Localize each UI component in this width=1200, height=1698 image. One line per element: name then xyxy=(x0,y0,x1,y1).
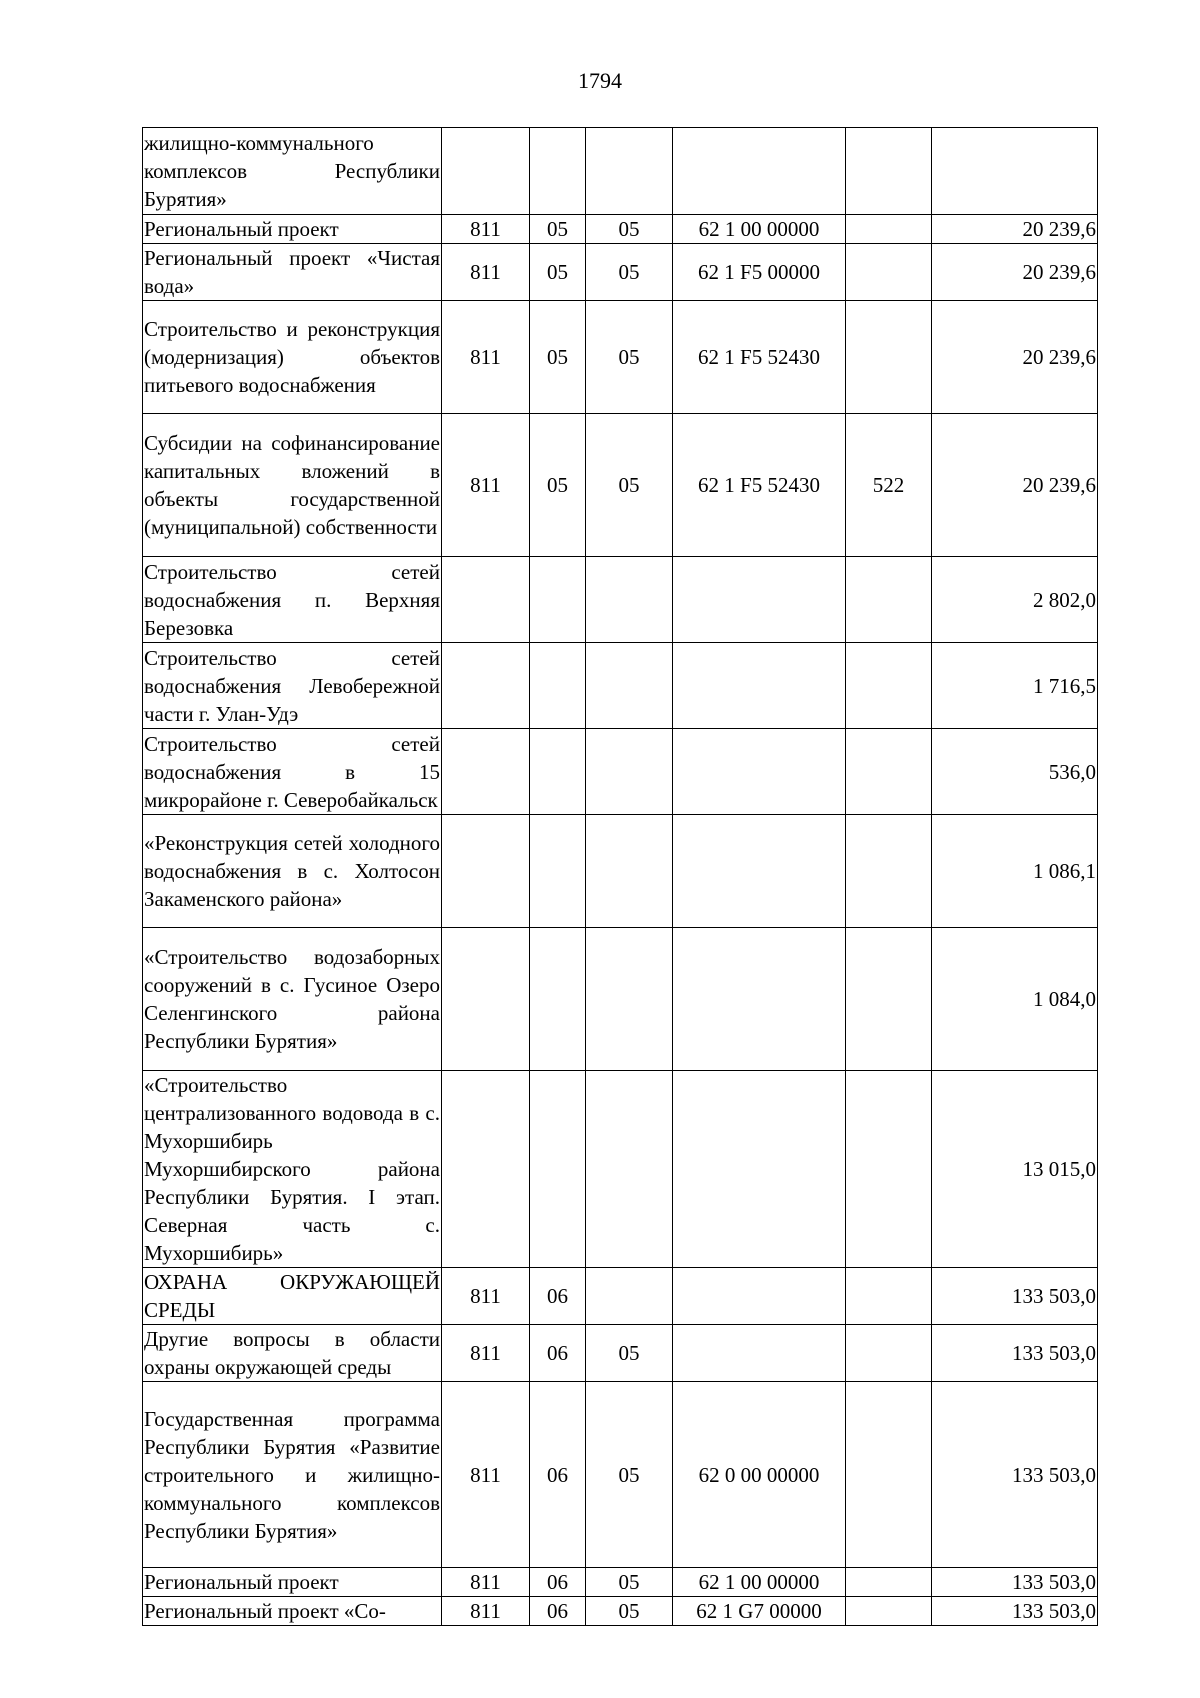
section-code-cell: 06 xyxy=(530,1568,586,1597)
section-code-cell: 06 xyxy=(530,1325,586,1382)
item-name-cell: Строительство сетей водоснабжения в 15 микрорайоне г. Северобайкальск xyxy=(143,729,442,815)
section-code-cell xyxy=(530,557,586,643)
subsection-code-cell xyxy=(586,643,673,729)
table-row xyxy=(143,244,1098,301)
item-name-cell: Строительство и реконструкция (модернизация) объектов питьевого водоснабжения xyxy=(143,301,442,414)
expense-type-cell xyxy=(846,1568,932,1597)
table-row xyxy=(143,414,1098,557)
expense-type-cell xyxy=(846,815,932,928)
section-code-cell xyxy=(530,928,586,1071)
target-article-cell: 62 1 F5 52430 xyxy=(673,414,846,557)
item-name-cell: Региональный проект xyxy=(143,1568,442,1597)
ministry-code-cell: 811 xyxy=(442,1268,530,1325)
target-article-cell xyxy=(673,1071,846,1268)
item-name-cell: Региональный проект xyxy=(143,215,442,244)
subsection-code-cell: 05 xyxy=(586,301,673,414)
ministry-code-cell xyxy=(442,815,530,928)
expense-type-cell: 522 xyxy=(846,414,932,557)
amount-cell: 133 503,0 xyxy=(932,1268,1098,1325)
ministry-code-cell: 811 xyxy=(442,301,530,414)
target-article-cell xyxy=(673,128,846,215)
table-row xyxy=(143,301,1098,414)
item-name-cell: «Реконструкция сетей холодного водоснабжения в с. Холтосон Закаменского района» xyxy=(143,815,442,928)
item-name-cell: Региональный проект «Чистая вода» xyxy=(143,244,442,301)
amount-cell: 1 084,0 xyxy=(932,928,1098,1071)
subsection-code-cell xyxy=(586,1071,673,1268)
expense-type-cell xyxy=(846,1325,932,1382)
expense-type-cell xyxy=(846,928,932,1071)
amount-cell xyxy=(932,128,1098,215)
section-code-cell xyxy=(530,729,586,815)
target-article-cell: 62 1 00 00000 xyxy=(673,215,846,244)
section-code-cell: 05 xyxy=(530,301,586,414)
table-row xyxy=(143,1071,1098,1268)
expense-type-cell xyxy=(846,729,932,815)
target-article-cell: 62 1 00 00000 xyxy=(673,1568,846,1597)
amount-cell: 1 716,5 xyxy=(932,643,1098,729)
section-code-cell xyxy=(530,1071,586,1268)
subsection-code-cell: 05 xyxy=(586,1568,673,1597)
table-row xyxy=(143,729,1098,815)
table-row xyxy=(143,557,1098,643)
item-name-cell: «Строительство централизованного водовода в с. Мухоршибирь Мухоршибирского района Республики Бурятия. I этап. Северная часть с. Мухоршибирь» xyxy=(143,1071,442,1268)
amount-cell: 20 239,6 xyxy=(932,414,1098,557)
ministry-code-cell: 811 xyxy=(442,1597,530,1626)
target-article-cell: 62 1 G7 00000 xyxy=(673,1597,846,1626)
target-article-cell xyxy=(673,815,846,928)
amount-cell: 20 239,6 xyxy=(932,244,1098,301)
table-row xyxy=(143,1268,1098,1325)
amount-cell: 536,0 xyxy=(932,729,1098,815)
amount-cell: 133 503,0 xyxy=(932,1382,1098,1568)
ministry-code-cell: 811 xyxy=(442,414,530,557)
subsection-code-cell: 05 xyxy=(586,414,673,557)
subsection-code-cell: 05 xyxy=(586,215,673,244)
ministry-code-cell xyxy=(442,643,530,729)
ministry-code-cell xyxy=(442,557,530,643)
target-article-cell xyxy=(673,928,846,1071)
subsection-code-cell xyxy=(586,557,673,643)
target-article-cell: 62 1 F5 52430 xyxy=(673,301,846,414)
target-article-cell xyxy=(673,643,846,729)
page-number: 1794 xyxy=(578,68,622,93)
table-row xyxy=(143,643,1098,729)
expense-type-cell xyxy=(846,557,932,643)
target-article-cell xyxy=(673,557,846,643)
ministry-code-cell: 811 xyxy=(442,1325,530,1382)
amount-cell: 1 086,1 xyxy=(932,815,1098,928)
ministry-code-cell xyxy=(442,729,530,815)
amount-cell: 133 503,0 xyxy=(932,1597,1098,1626)
item-name-cell: Региональный проект «Со- xyxy=(143,1597,442,1626)
subsection-code-cell: 05 xyxy=(586,1597,673,1626)
ministry-code-cell: 811 xyxy=(442,244,530,301)
table-row xyxy=(143,1382,1098,1568)
subsection-code-cell xyxy=(586,128,673,215)
section-code-cell: 05 xyxy=(530,414,586,557)
item-name-cell: Строительство сетей водоснабжения Левобережной части г. Улан-Удэ xyxy=(143,643,442,729)
ministry-code-cell xyxy=(442,1071,530,1268)
expense-type-cell xyxy=(846,1071,932,1268)
table-row xyxy=(143,1597,1098,1626)
budget-table-body xyxy=(143,128,1098,1626)
expense-type-cell xyxy=(846,643,932,729)
amount-cell: 2 802,0 xyxy=(932,557,1098,643)
subsection-code-cell xyxy=(586,928,673,1071)
amount-cell: 133 503,0 xyxy=(932,1325,1098,1382)
item-name-cell: Другие вопросы в области охраны окружающей среды xyxy=(143,1325,442,1382)
table-row xyxy=(143,1325,1098,1382)
subsection-code-cell xyxy=(586,729,673,815)
expense-type-cell xyxy=(846,215,932,244)
section-code-cell: 05 xyxy=(530,215,586,244)
section-code-cell xyxy=(530,643,586,729)
section-code-cell: 05 xyxy=(530,244,586,301)
section-code-cell xyxy=(530,128,586,215)
section-code-cell: 06 xyxy=(530,1597,586,1626)
expense-type-cell xyxy=(846,128,932,215)
subsection-code-cell: 05 xyxy=(586,1325,673,1382)
target-article-cell xyxy=(673,1325,846,1382)
ministry-code-cell xyxy=(442,128,530,215)
section-code-cell: 06 xyxy=(530,1382,586,1568)
item-name-cell: Строительство сетей водоснабжения п. Верхняя Березовка xyxy=(143,557,442,643)
ministry-code-cell: 811 xyxy=(442,1382,530,1568)
item-name-cell: «Строительство водозаборных сооружений в с. Гусиное Озеро Селенгинского района Республики Бурятия» xyxy=(143,928,442,1071)
amount-cell: 20 239,6 xyxy=(932,215,1098,244)
subsection-code-cell xyxy=(586,1268,673,1325)
table-row xyxy=(143,128,1098,215)
subsection-code-cell xyxy=(586,815,673,928)
item-name-cell: жилищно-коммунального комплексов Республики Бурятия» xyxy=(143,128,442,215)
amount-cell: 13 015,0 xyxy=(932,1071,1098,1268)
subsection-code-cell: 05 xyxy=(586,244,673,301)
expense-type-cell xyxy=(846,1268,932,1325)
expense-type-cell xyxy=(846,1382,932,1568)
table-row xyxy=(143,815,1098,928)
target-article-cell: 62 1 F5 00000 xyxy=(673,244,846,301)
expense-type-cell xyxy=(846,1597,932,1626)
table-row xyxy=(143,1568,1098,1597)
target-article-cell xyxy=(673,729,846,815)
target-article-cell xyxy=(673,1268,846,1325)
item-name-cell: Государственная программа Республики Бурятия «Развитие строительного и жилищно-коммунального комплексов Республики Бурятия» xyxy=(143,1382,442,1568)
expense-type-cell xyxy=(846,244,932,301)
budget-table xyxy=(142,127,1098,1626)
item-name-cell: ОХРАНА ОКРУЖАЮЩЕЙ СРЕДЫ xyxy=(143,1268,442,1325)
ministry-code-cell xyxy=(442,928,530,1071)
expense-type-cell xyxy=(846,301,932,414)
amount-cell: 133 503,0 xyxy=(932,1568,1098,1597)
table-row xyxy=(143,928,1098,1071)
item-name-cell: Субсидии на софинансирование капитальных вложений в объекты государственной (муниципальной) собственности xyxy=(143,414,442,557)
amount-cell: 20 239,6 xyxy=(932,301,1098,414)
section-code-cell: 06 xyxy=(530,1268,586,1325)
subsection-code-cell: 05 xyxy=(586,1382,673,1568)
target-article-cell: 62 0 00 00000 xyxy=(673,1382,846,1568)
ministry-code-cell: 811 xyxy=(442,215,530,244)
section-code-cell xyxy=(530,815,586,928)
table-row xyxy=(143,215,1098,244)
ministry-code-cell: 811 xyxy=(442,1568,530,1597)
